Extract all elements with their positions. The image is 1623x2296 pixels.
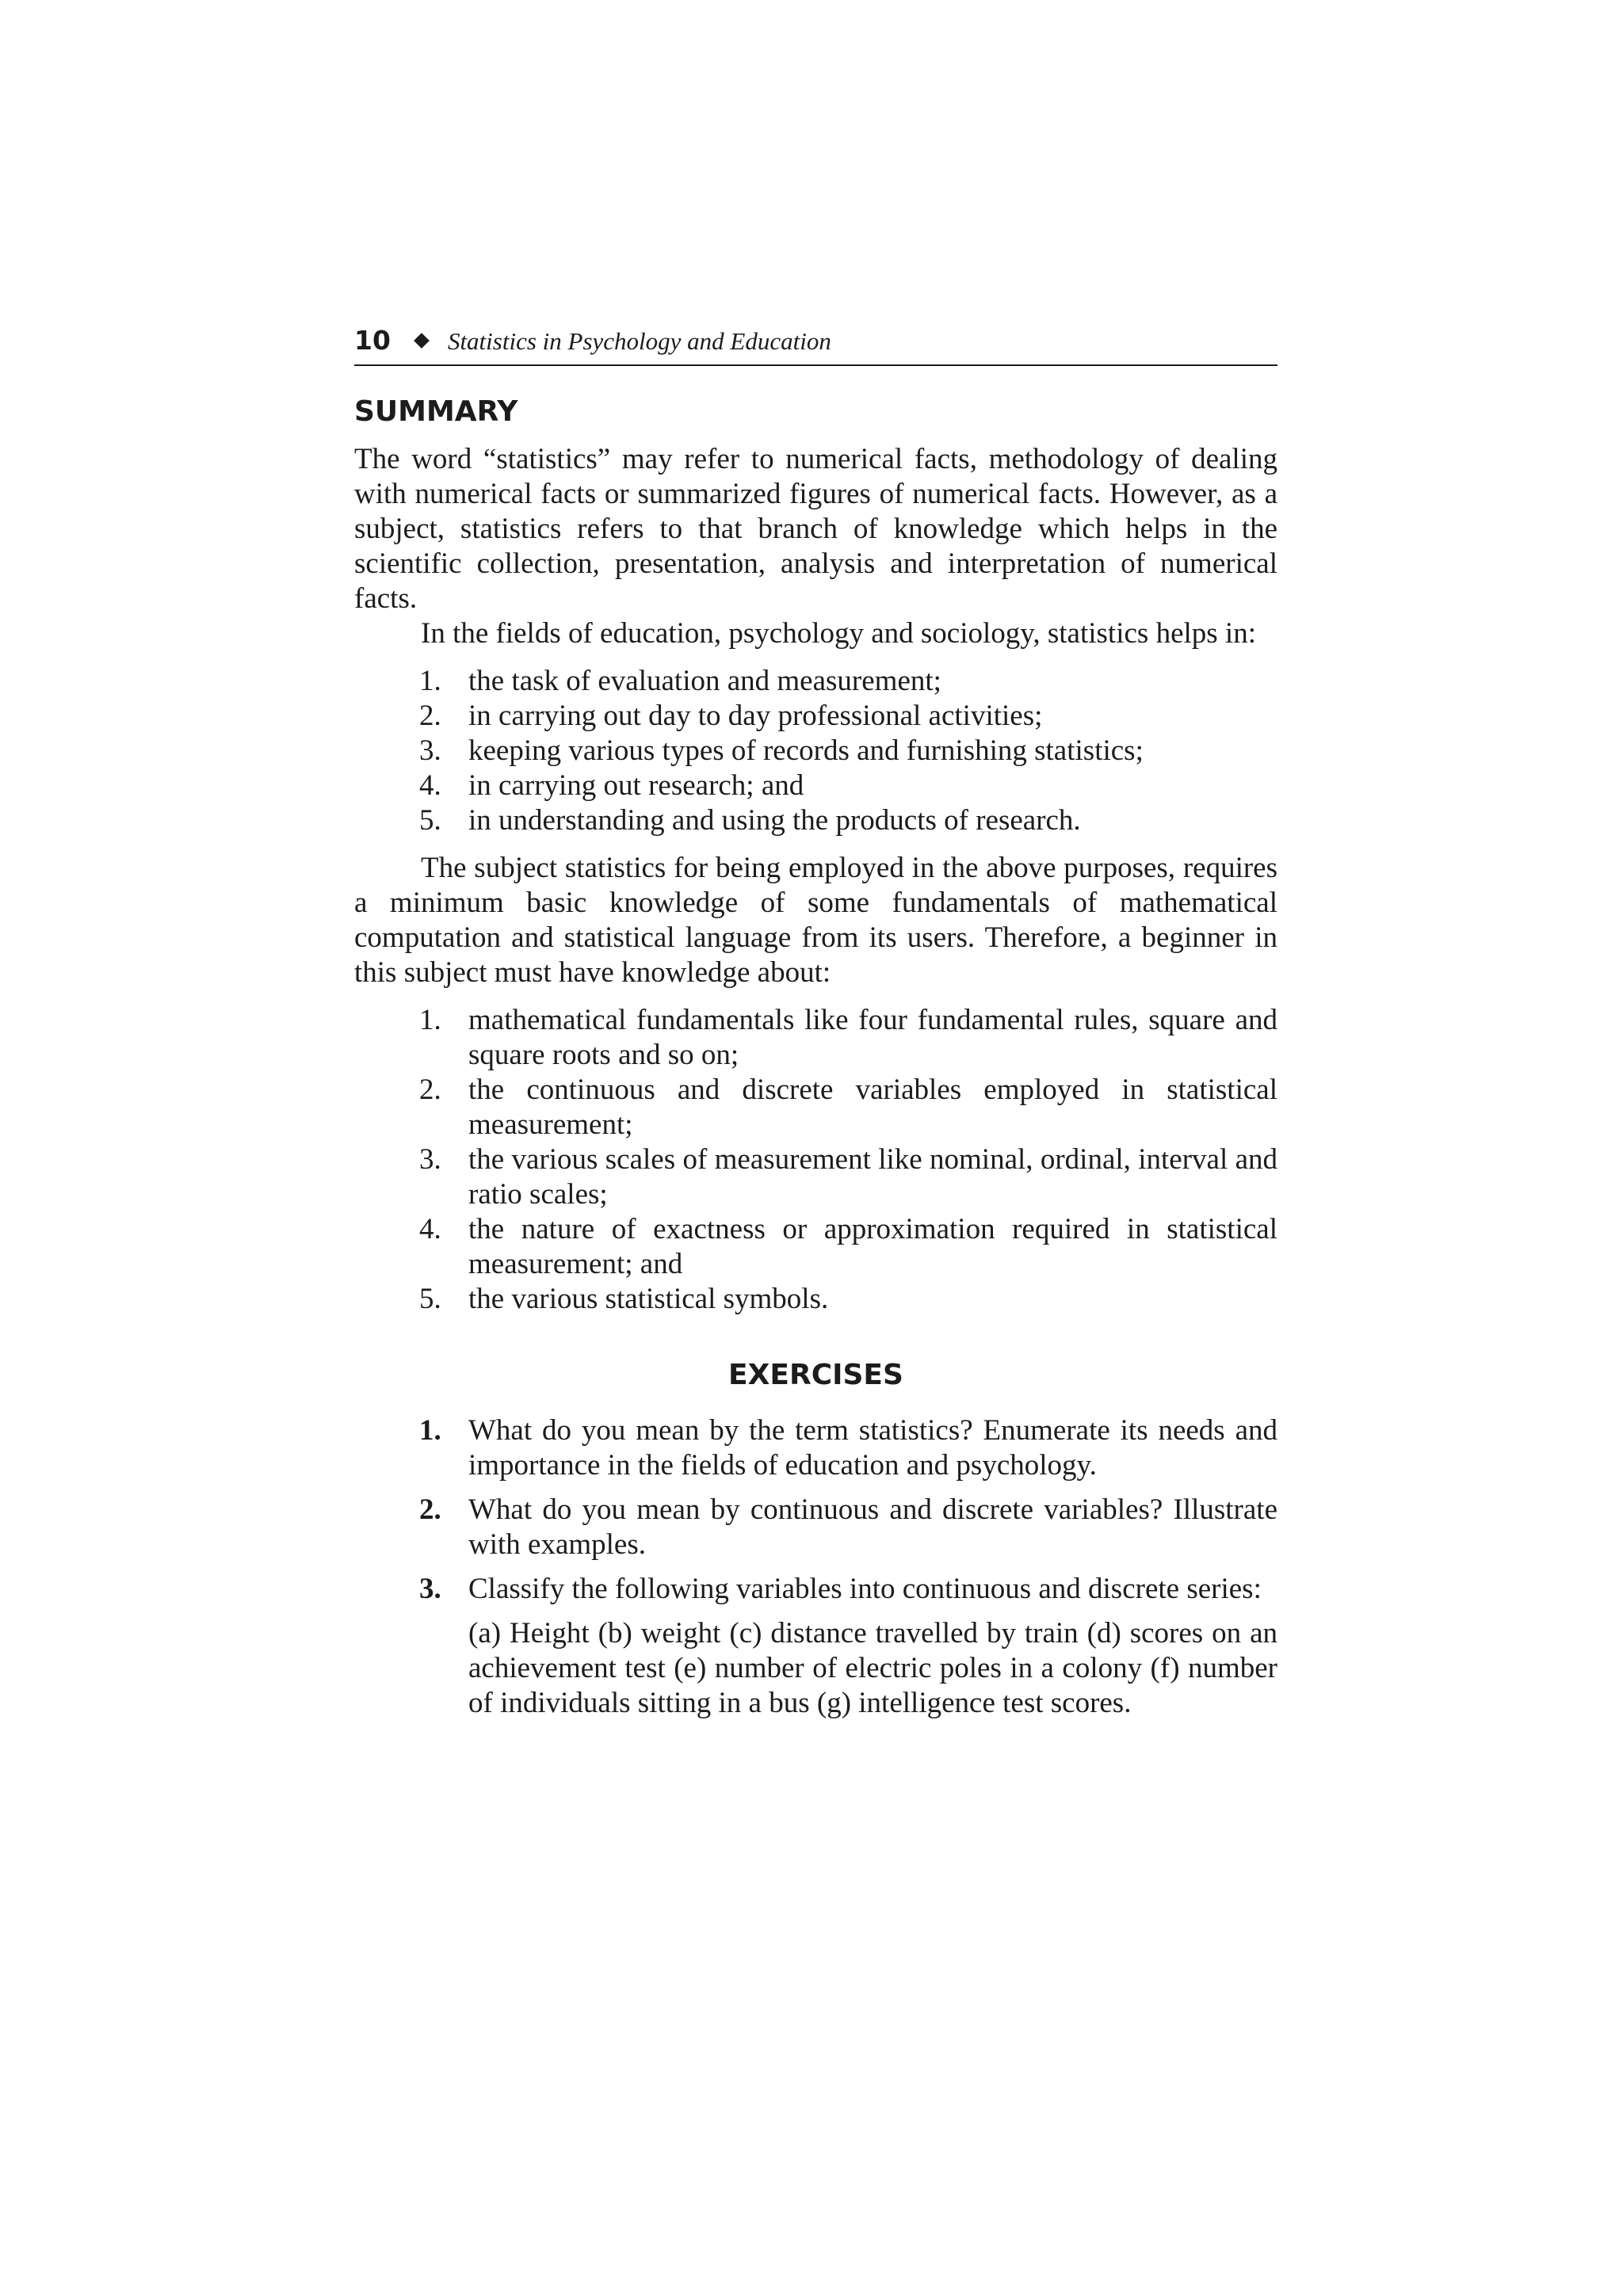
summary-paragraph-1: The word “statistics” may refer to numerical facts, methodology of dealing with numerical facts or summarized figures of numerical facts. However, as a subject, statistics refers to that branch of knowledge which helps in the scientific collection, presentation, analysis and interpretation of numerical facts.	[354, 443, 1277, 615]
uses-list	[354, 664, 1277, 838]
summary-paragraph-2: In the fields of education, psychology and sociology, statistics helps in:	[421, 617, 1256, 650]
list-text: mathematical fundamentals like four fundamental rules, square and square roots and so on;	[468, 1004, 1277, 1071]
diamond-icon	[414, 333, 430, 349]
list-item	[419, 734, 1277, 769]
list-number: 4.	[419, 1213, 441, 1245]
exercise-number: 2.	[419, 1493, 441, 1526]
exercise-text: Classify the following variables into continuous and discrete series:	[468, 1573, 1262, 1605]
list-item	[419, 769, 1277, 803]
exercise-item	[419, 1493, 1277, 1562]
list-number: 4.	[419, 769, 441, 802]
document-page	[354, 323, 1277, 1730]
list-number: 5.	[419, 1283, 441, 1315]
summary-paragraph-3: The subject statistics for being employed in the above purposes, requires a minimum basic knowledge of some fundamentals of mathematical computation and statistical language from its users. Therefore, a beginner in this subject must have knowledge about:	[354, 852, 1277, 989]
list-text: the continuous and discrete variables employed in statistical measurement;	[468, 1074, 1277, 1141]
list-number: 1.	[419, 1004, 441, 1036]
list-item	[419, 1282, 1277, 1317]
exercises-heading: EXERCISES	[728, 1359, 903, 1391]
list-text: the nature of exactness or approximation required in statistical measurement; and	[468, 1213, 1277, 1280]
list-text: in understanding and using the products of research.	[468, 804, 1081, 837]
exercise-item	[419, 1413, 1277, 1483]
exercise-item	[419, 1572, 1277, 1721]
list-number: 3.	[419, 734, 441, 767]
list-number: 1.	[419, 665, 441, 697]
list-text: the various statistical symbols.	[468, 1283, 829, 1315]
book-title: Statistics in Psychology and Education	[447, 327, 831, 355]
list-item	[419, 1073, 1277, 1142]
list-item	[419, 664, 1277, 699]
knowledge-list	[354, 1003, 1277, 1317]
list-number: 2.	[419, 700, 441, 732]
list-item	[419, 1212, 1277, 1282]
exercise-variables: (a) Height (b) weight (c) distance travelled by train (d) scores on an achievement test (e) number of electric poles in a colony (f) number of individuals sitting in a bus (g) intelligence test scores.	[468, 1617, 1277, 1719]
exercise-number: 3.	[419, 1573, 441, 1605]
list-item	[419, 699, 1277, 734]
list-item	[419, 1142, 1277, 1212]
page-number: 10	[354, 325, 391, 356]
list-number: 3.	[419, 1143, 441, 1176]
exercise-number: 1.	[419, 1414, 441, 1447]
exercises-list	[354, 1413, 1277, 1721]
list-text: in carrying out day to day professional activities;	[468, 700, 1043, 732]
list-text: in carrying out research; and	[468, 769, 804, 802]
list-number: 2.	[419, 1074, 441, 1106]
exercise-text: What do you mean by the term statistics? Enumerate its needs and importance in the fields of education and psychology.	[468, 1414, 1277, 1482]
list-text: the task of evaluation and measurement;	[468, 665, 941, 697]
list-text: keeping various types of records and furnishing statistics;	[468, 734, 1144, 767]
list-item	[419, 1003, 1277, 1073]
running-head	[354, 323, 1277, 366]
exercise-text: What do you mean by continuous and discrete variables? Illustrate with examples.	[468, 1493, 1277, 1561]
summary-heading: SUMMARY	[354, 395, 518, 428]
list-text: the various scales of measurement like nominal, ordinal, interval and ratio scales;	[468, 1143, 1277, 1211]
list-number: 5.	[419, 804, 441, 837]
list-item	[419, 803, 1277, 838]
